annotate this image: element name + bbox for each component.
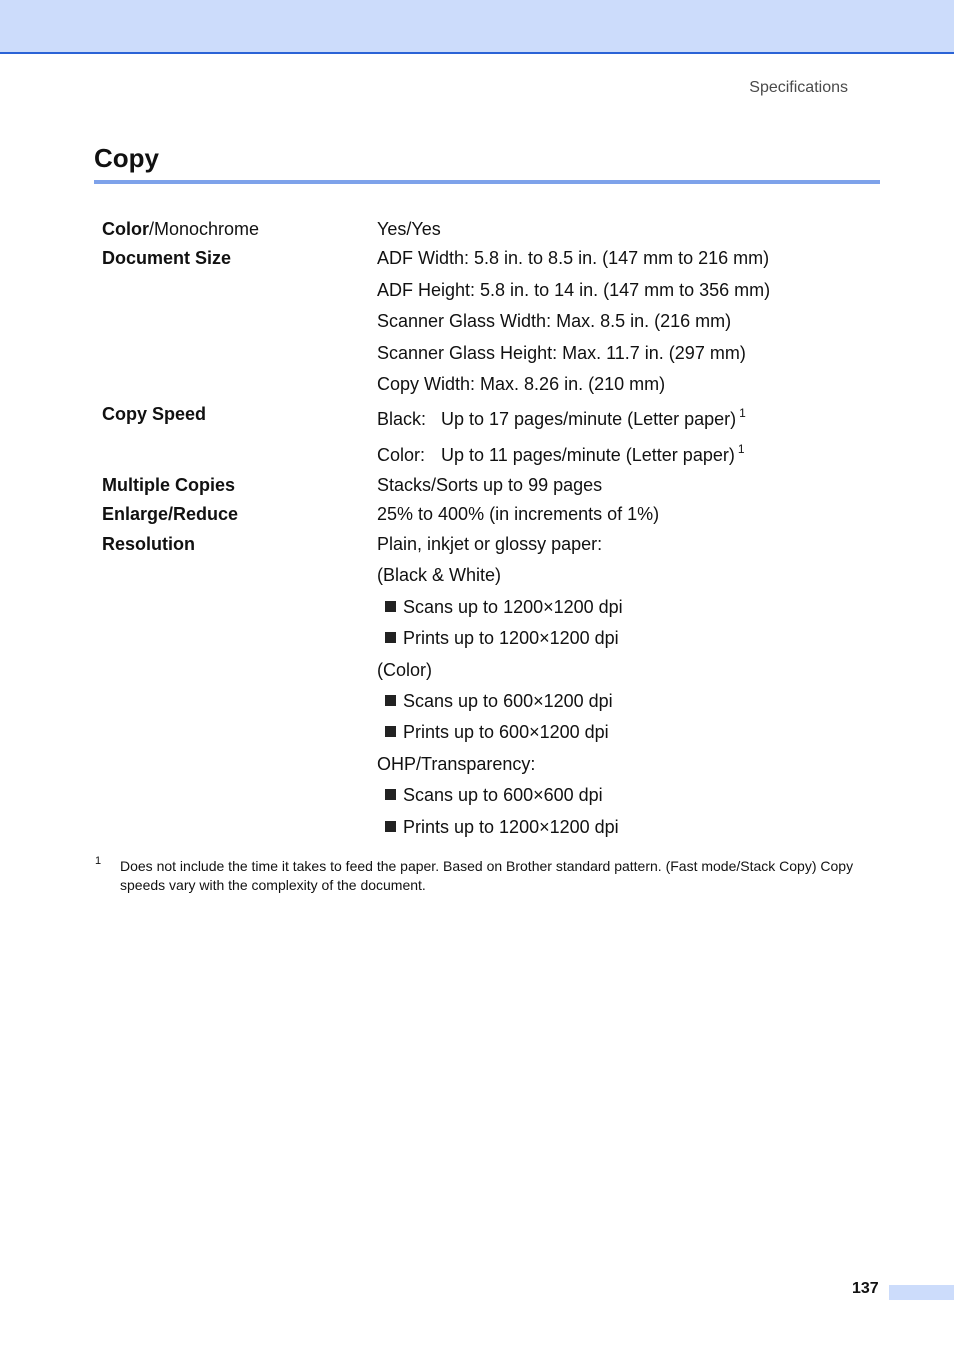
label-color-monochrome: Color/Monochrome xyxy=(102,219,260,239)
value-document-size: Copy Width: Max. 8.26 in. (210 mm) xyxy=(377,374,666,394)
value-resolution-intro: Plain, inkjet or glossy paper: xyxy=(377,534,603,554)
value-document-size: Scanner Glass Height: Max. 11.7 in. (297 mm) xyxy=(377,343,746,363)
value-document-size: ADF Width: 5.8 in. to 8.5 in. (147 mm to 216 mm) xyxy=(377,248,770,268)
label-copy-speed: Copy Speed xyxy=(102,404,207,424)
footnote-ref: 1 xyxy=(737,442,745,456)
square-bullet-icon xyxy=(385,632,396,643)
value-color-monochrome: Yes/Yes xyxy=(377,219,441,239)
value-document-size: Scanner Glass Width: Max. 8.5 in. (216 mm) xyxy=(377,311,732,331)
running-head: Specifications xyxy=(749,79,848,96)
resolution-bw-heading: (Black & White) xyxy=(377,565,502,585)
value-copy-speed-black: Black: Up to 17 pages/minute (Letter paper) $^1$ xyxy=(377,406,746,429)
value-enlarge-reduce: 25% to 400% (in increments of 1%) xyxy=(377,504,660,524)
value-multiple-copies: Stacks/Sorts up to 99 pages xyxy=(377,475,603,495)
label-document-size: Document Size xyxy=(102,248,232,268)
square-bullet-icon xyxy=(385,695,396,706)
footnote-ref: 1 xyxy=(739,406,746,420)
section-title: Copy xyxy=(94,143,159,173)
bullet-item: Scans up to 600×1200 dpi xyxy=(385,690,613,712)
bullet-item: Scans up to 600×600 dpi xyxy=(385,784,603,806)
title-rule xyxy=(94,180,880,184)
label-resolution: Resolution xyxy=(102,534,195,554)
bullet-item: Scans up to 1200×1200 dpi xyxy=(385,596,623,618)
label-multiple-copies: Multiple Copies xyxy=(102,475,236,495)
square-bullet-icon xyxy=(385,821,396,832)
page-tab xyxy=(889,1285,954,1300)
header-band xyxy=(0,0,954,54)
resolution-color-heading: (Color) xyxy=(377,660,433,680)
footnote-text: Does not include the time it takes to feed the paper. Based on Brother standard pattern. (Fast mode/Stack Copy) Copy speeds vary with the complexity of the document. xyxy=(120,858,854,893)
square-bullet-icon xyxy=(385,789,396,800)
label-enlarge-reduce: Enlarge/Reduce xyxy=(102,504,239,524)
bullet-item: Prints up to 1200×1200 dpi xyxy=(385,627,619,649)
resolution-ohp-heading: OHP/Transparency: xyxy=(377,754,536,774)
bullet-item: Prints up to 600×1200 dpi xyxy=(385,721,609,743)
square-bullet-icon xyxy=(385,601,396,612)
value-copy-speed-color: Color: Up to 11 pages/minute (Letter paper) $^1$ xyxy=(377,442,745,465)
bullet-item: Prints up to 1200×1200 dpi xyxy=(385,816,619,838)
value-document-size: ADF Height: 5.8 in. to 14 in. (147 mm to 356 mm) xyxy=(377,280,771,300)
page-number: 137 xyxy=(852,1280,879,1297)
square-bullet-icon xyxy=(385,726,396,737)
footnote-mark: 1 xyxy=(95,855,102,867)
